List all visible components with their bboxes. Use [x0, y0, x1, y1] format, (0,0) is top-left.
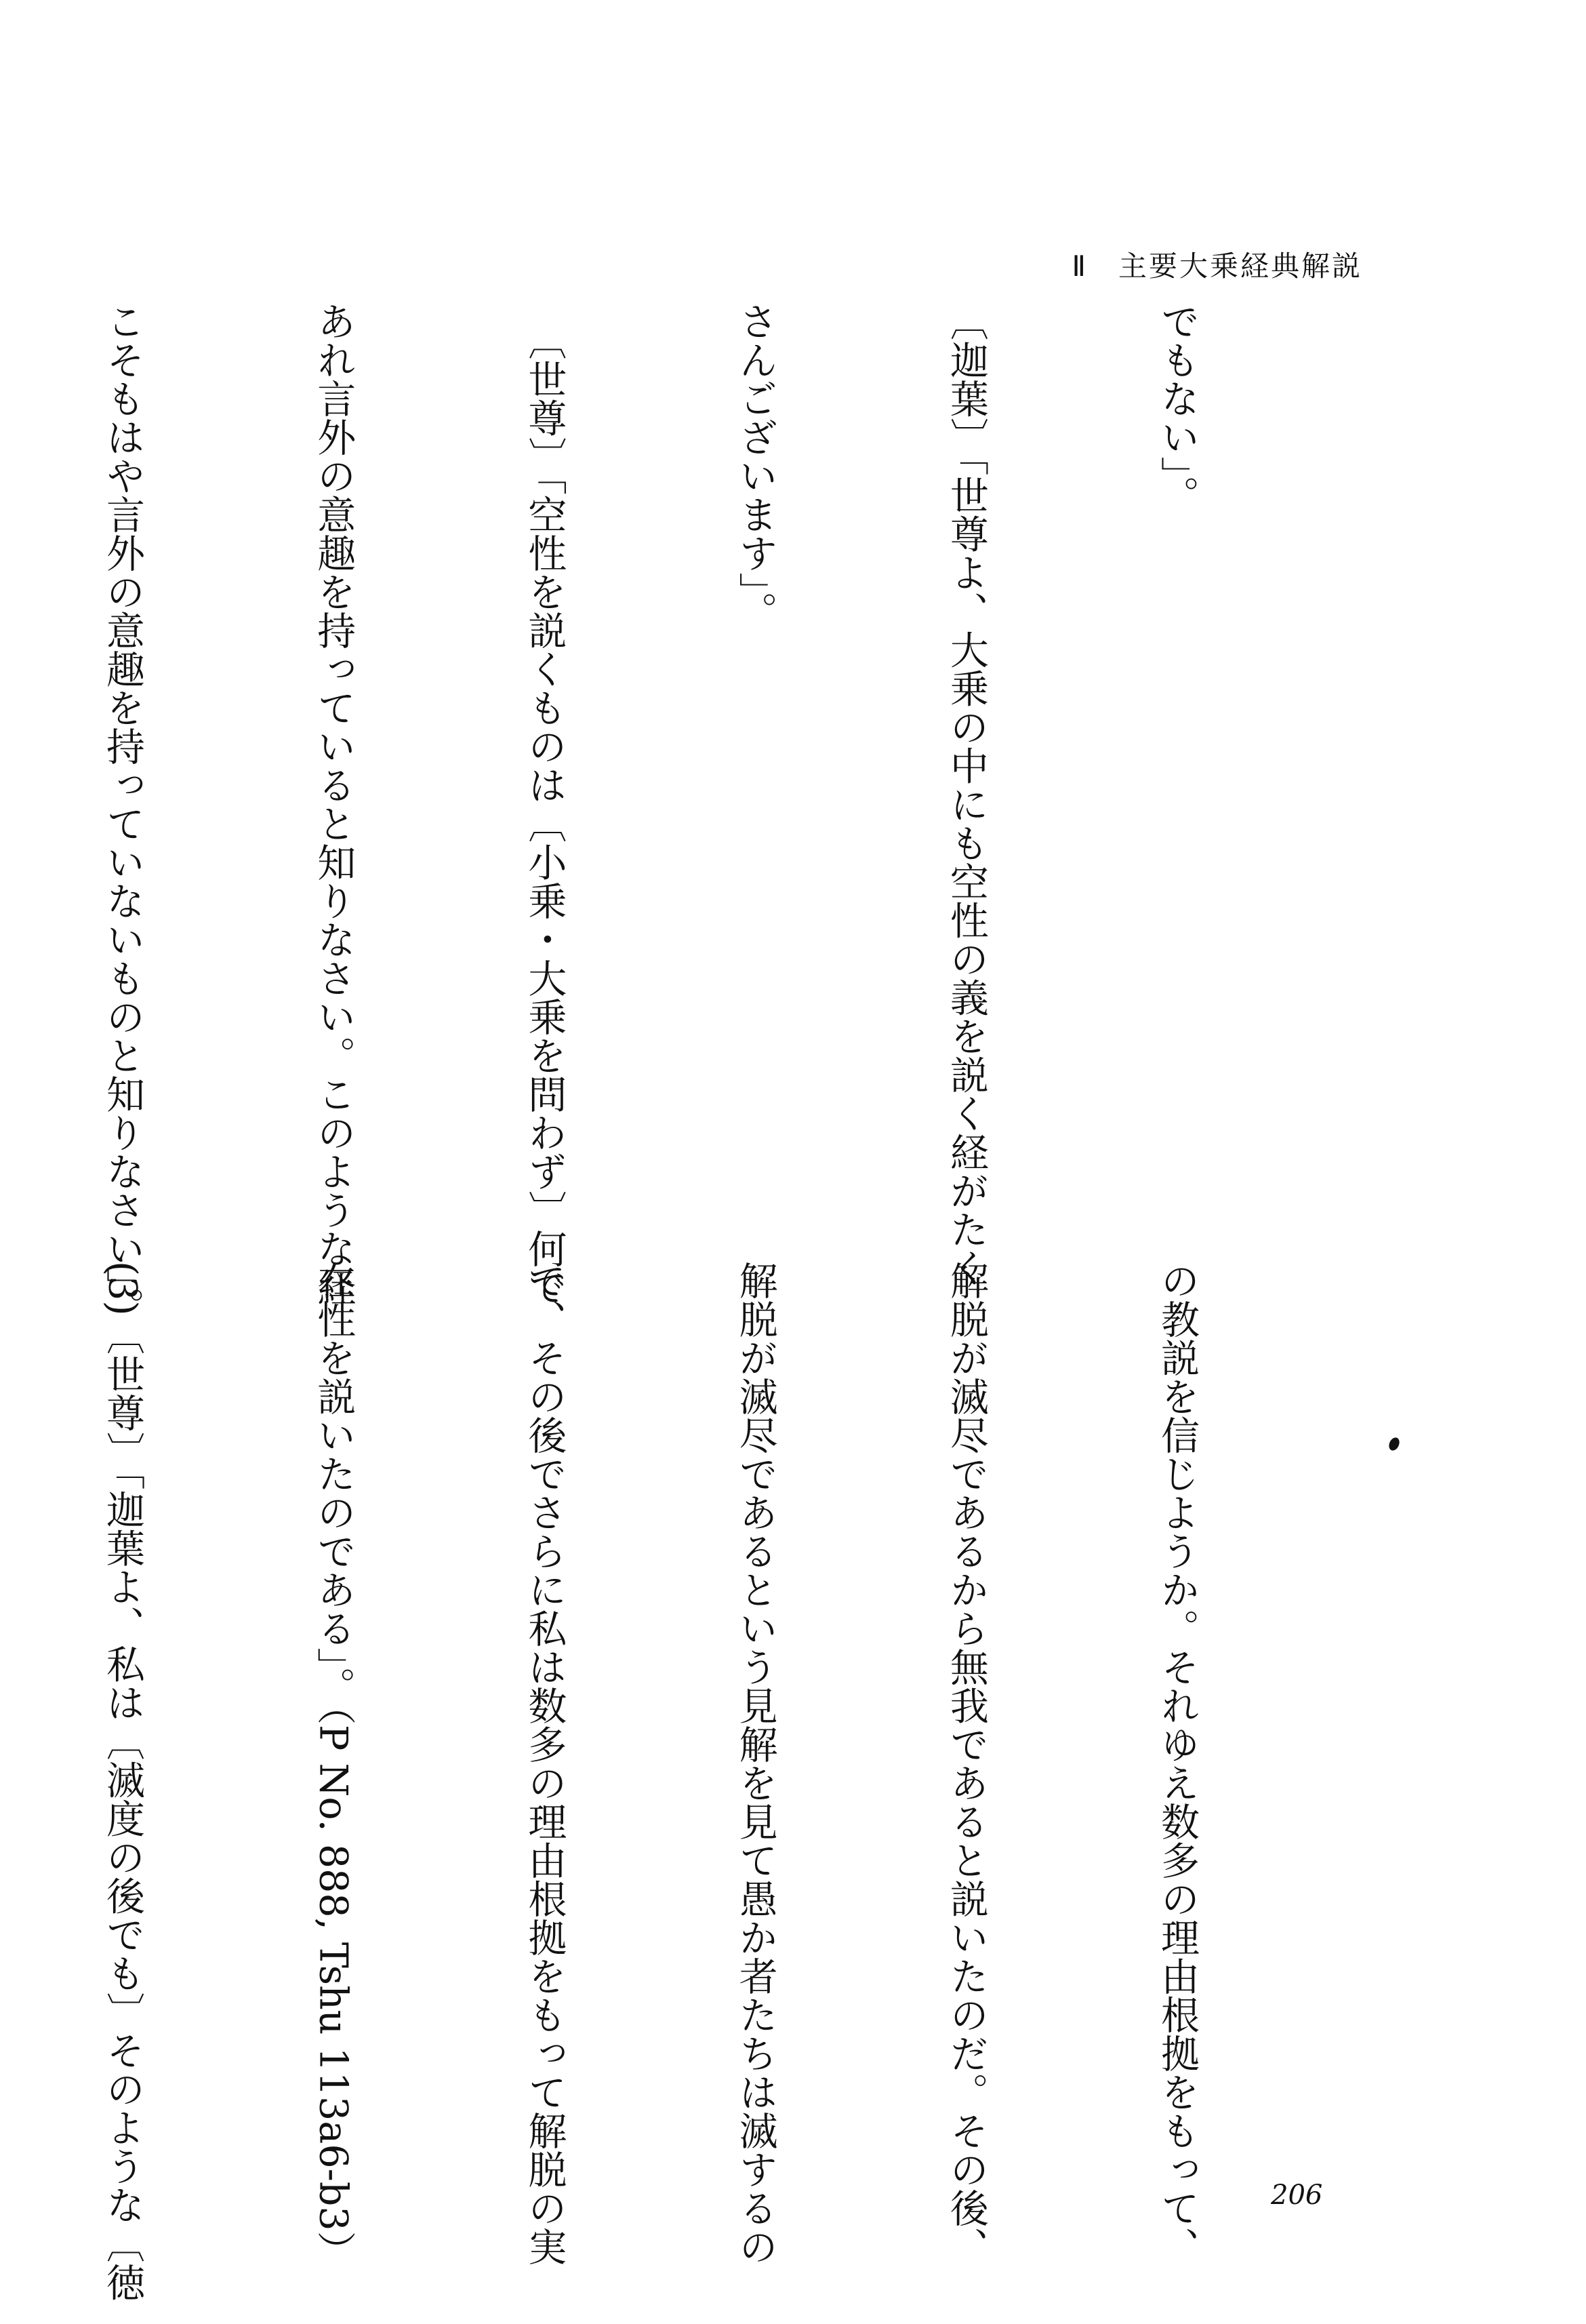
text-line: さんございます」。: [733, 302, 778, 630]
text-line: 解脱が滅尽であるという見解を見て愚か者たちは滅するの: [733, 1261, 778, 2266]
page-number: 206: [1271, 2180, 1323, 2211]
text-line: 在性を説いたのである」。（P No. 888, Tshu 113a6-b3）: [310, 1261, 356, 2270]
text-line: でもない」。: [1154, 302, 1200, 515]
text-line: 〔迦葉〕「世尊よ、大乗の中にも空性の義を説く経がたく: [943, 302, 989, 1287]
text-line: (3)〔世尊〕「迦葉よ、私は〔滅度の後でも〕そのような〔徳: [100, 1261, 145, 2302]
upper-text-block: [100, 302, 1352, 1326]
text-line: の教説を信じようか。それゆえ数多の理由根拠をもって、: [1154, 1261, 1200, 2266]
text-line: こそもはや言外の意趣を持っていないものと知りなさい」。: [100, 302, 145, 1326]
text-line: あれ言外の意趣を持っていると知りなさい。このような経: [310, 302, 356, 1306]
ink-dot: [1387, 1436, 1401, 1452]
text-line: で、その後でさらに私は数多の理由根拠をもって解脱の実: [521, 1261, 567, 2266]
text-line: 解脱が滅尽であるから無我であると説いたのだ。その後、: [943, 1261, 989, 2266]
running-head: Ⅱ 主要大乗経典解説: [1072, 249, 1362, 283]
text-line: 〔世尊〕「空性を説くものは〔小乗・大乗を問わず〕何で: [521, 302, 567, 1306]
